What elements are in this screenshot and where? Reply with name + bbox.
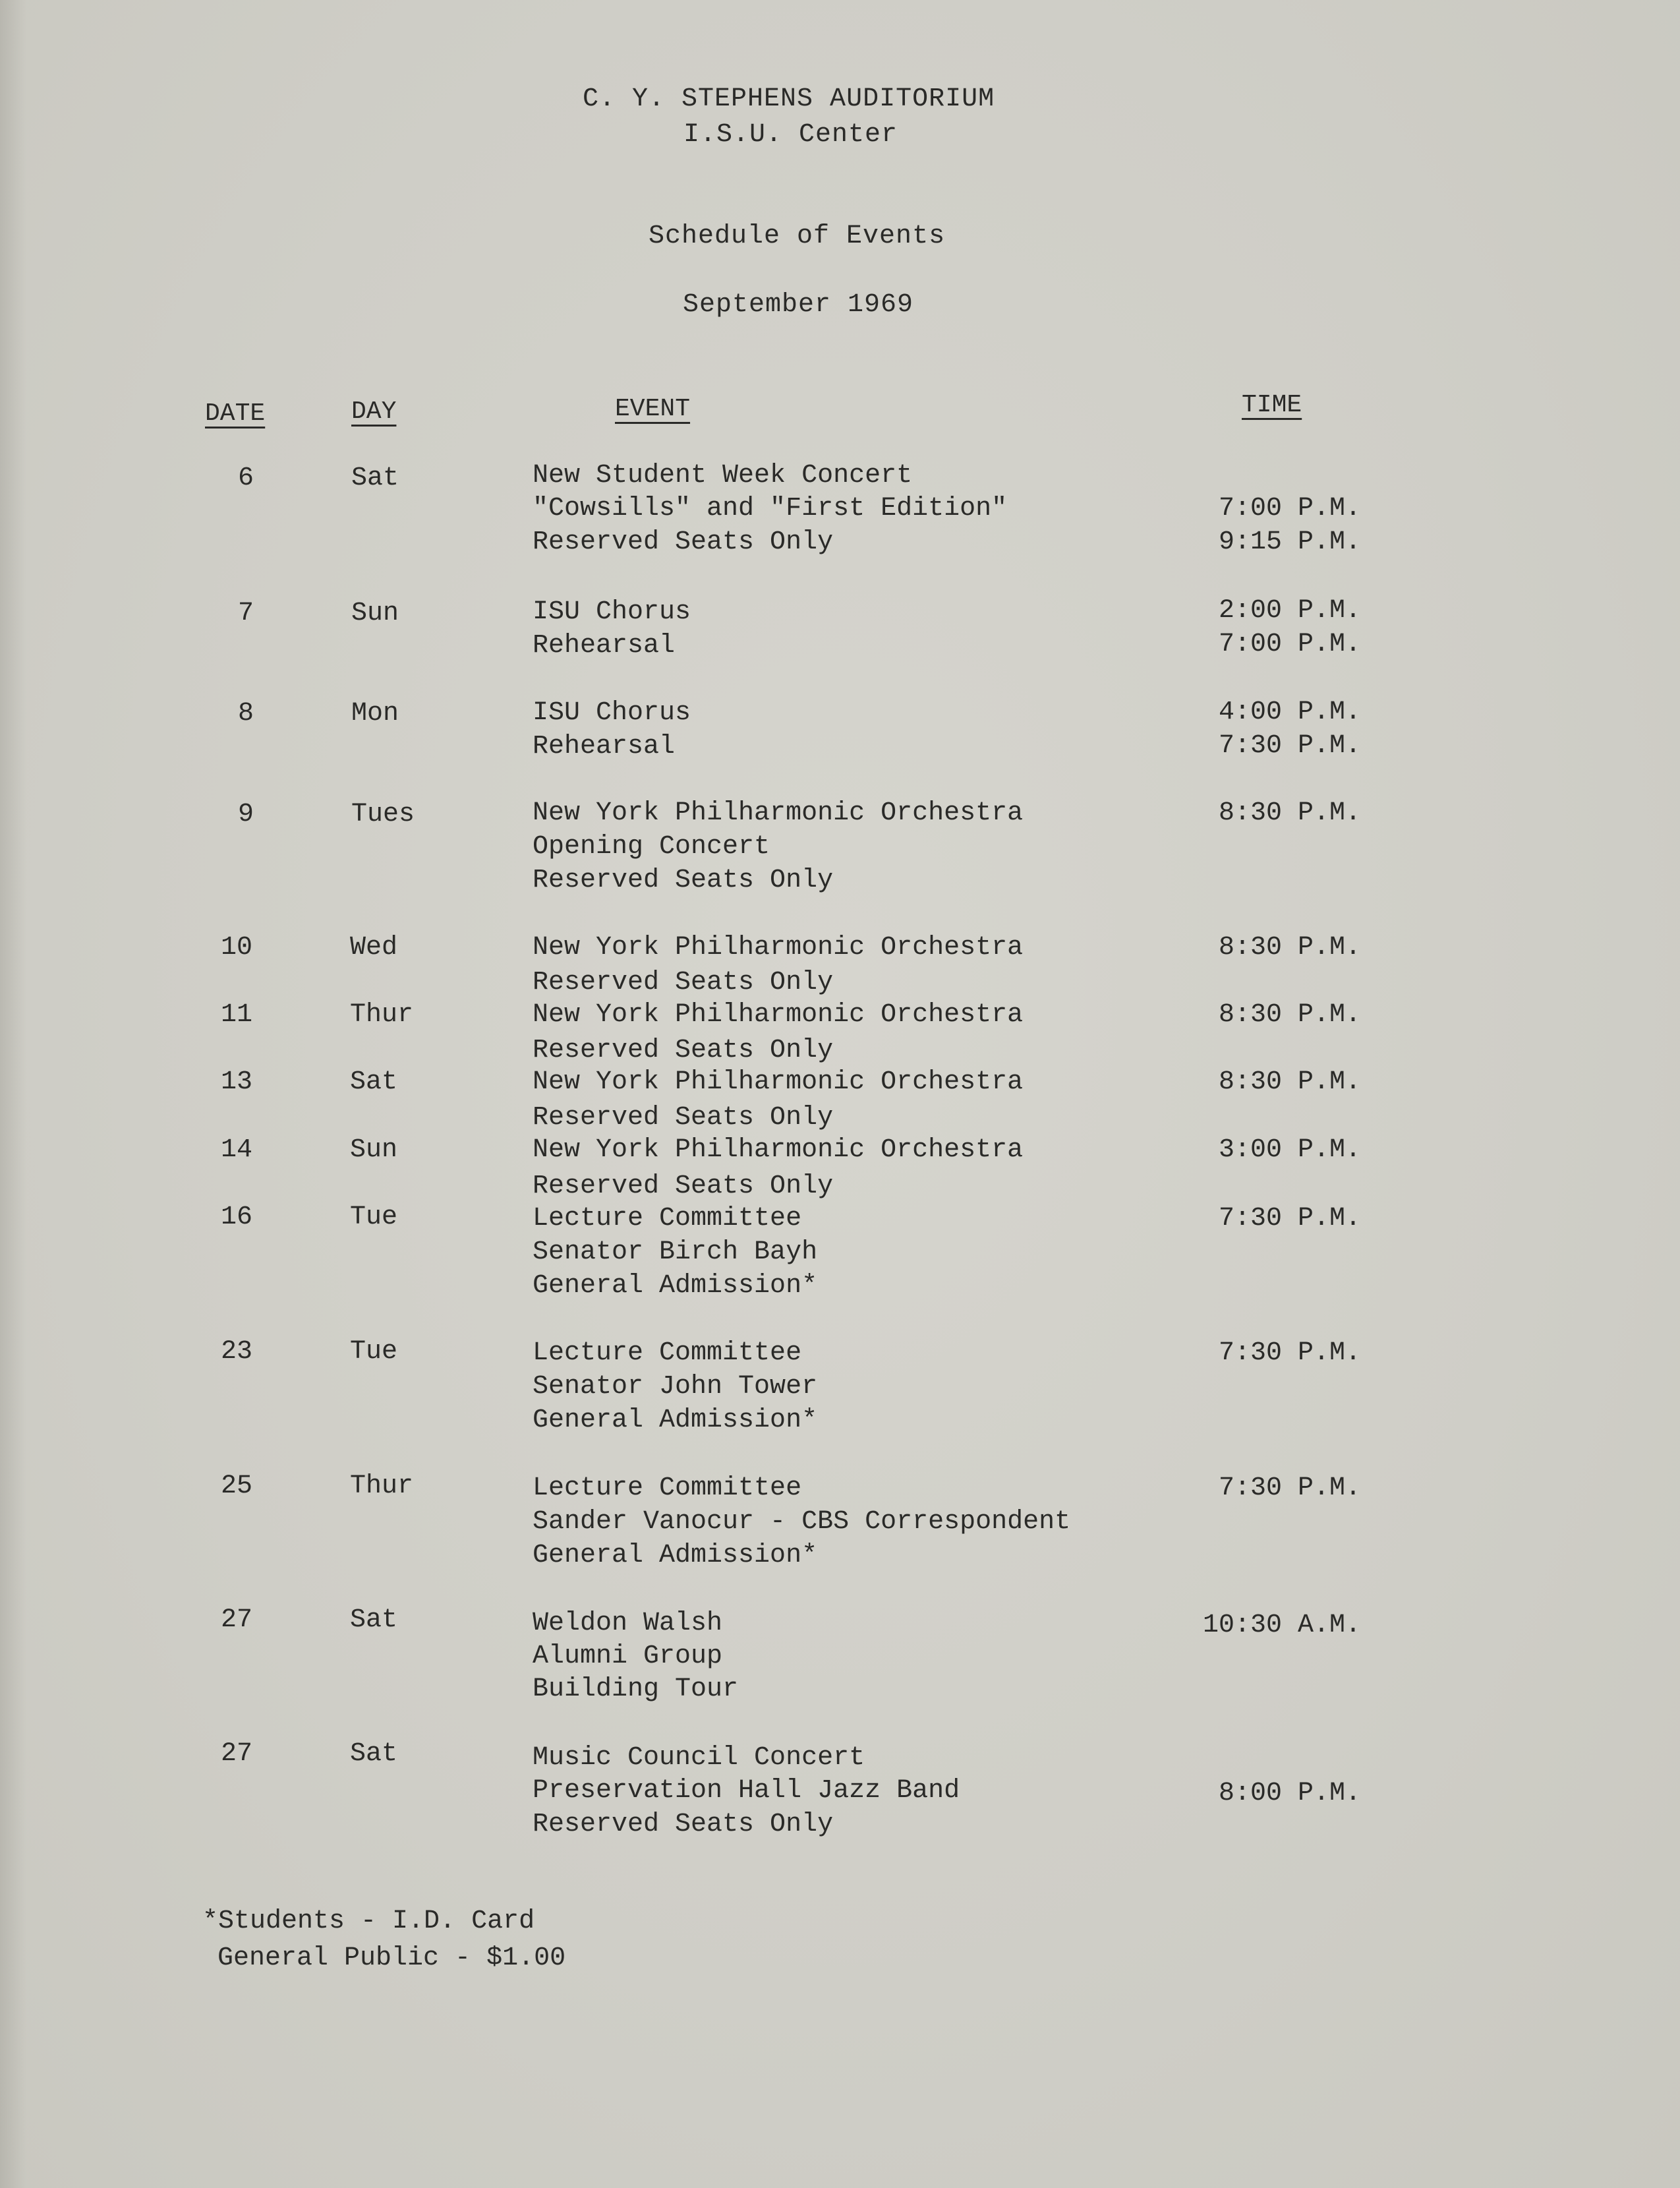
row-event-line: Reserved Seats Only	[533, 1103, 834, 1133]
row-time: 7:00 P.M.	[1218, 494, 1361, 523]
row-event-line: New York Philharmonic Orchestra	[533, 1067, 1024, 1097]
header-center-name: I.S.U. Center	[683, 120, 898, 150]
row-time: 7:30 P.M.	[1218, 1338, 1361, 1368]
row-day: Tue	[350, 1202, 398, 1232]
row-date: 27	[220, 1739, 252, 1769]
row-day: Thur	[350, 1000, 414, 1030]
row-event-line: ISU Chorus	[533, 698, 691, 728]
row-date: 10	[220, 933, 252, 962]
row-day: Thur	[350, 1471, 414, 1501]
row-time: 8:00 P.M.	[1218, 1779, 1361, 1808]
row-event-line: New Student Week Concert	[533, 461, 913, 490]
row-day: Sat	[350, 1067, 398, 1097]
row-event-line: General Admission*	[533, 1271, 818, 1301]
row-event-line: Music Council Concert	[533, 1743, 865, 1773]
row-event-line: Reserved Seats Only	[533, 1036, 834, 1065]
row-day: Tues	[351, 800, 415, 829]
row-event-line: Rehearsal	[533, 631, 676, 661]
row-day: Mon	[351, 699, 399, 728]
row-event-line: Building Tour	[533, 1674, 739, 1704]
row-event-line: New York Philharmonic Orchestra	[533, 933, 1024, 962]
column-header-event: EVENT	[615, 395, 691, 423]
row-date: 6	[237, 463, 254, 493]
row-event-line: Reserved Seats Only	[533, 527, 834, 557]
row-event-line: Weldon Walsh	[533, 1609, 723, 1638]
row-time: 7:30 P.M.	[1218, 1473, 1361, 1503]
row-time: 3:00 P.M.	[1218, 1135, 1361, 1165]
row-time: 2:00 P.M.	[1218, 596, 1361, 626]
row-time: 8:30 P.M.	[1218, 798, 1361, 828]
footnote-students: *Students - I.D. Card	[202, 1907, 535, 1936]
row-day: Sun	[351, 599, 399, 628]
row-event-line: Reserved Seats Only	[533, 968, 834, 997]
row-time: 8:30 P.M.	[1218, 1000, 1361, 1030]
column-header-time: TIME	[1242, 391, 1302, 419]
row-time: 10:30 A.M.	[1202, 1611, 1361, 1640]
row-date: 11	[220, 1000, 252, 1030]
row-day: Sat	[351, 463, 399, 493]
row-day: Sat	[350, 1605, 398, 1635]
row-time: 8:30 P.M.	[1218, 1067, 1361, 1097]
row-event-line: New York Philharmonic Orchestra	[533, 1135, 1024, 1165]
row-date: 25	[220, 1471, 252, 1501]
row-date: 23	[220, 1337, 252, 1367]
row-event-line: Senator John Tower	[533, 1372, 818, 1402]
row-event-line: Lecture Committee	[533, 1204, 802, 1233]
row-date: 27	[220, 1605, 252, 1635]
row-event-line: New York Philharmonic Orchestra	[533, 798, 1024, 828]
row-time: 4:00 P.M.	[1218, 697, 1361, 727]
row-time: 9:15 P.M.	[1218, 527, 1361, 557]
row-time: 7:00 P.M.	[1218, 630, 1361, 659]
row-event-line: Reserved Seats Only	[533, 1810, 834, 1839]
row-event-line: Preservation Hall Jazz Band	[533, 1776, 960, 1806]
row-time: 7:30 P.M.	[1218, 1204, 1361, 1233]
row-event-line: New York Philharmonic Orchestra	[533, 1000, 1024, 1030]
row-event-line: "Cowsills" and "First Edition"	[533, 494, 1008, 523]
row-date: 13	[220, 1067, 252, 1097]
row-date: 7	[237, 599, 254, 628]
row-event-line: ISU Chorus	[533, 597, 691, 627]
row-event-line: Lecture Committee	[533, 1338, 802, 1368]
column-header-day: DAY	[351, 398, 397, 426]
row-day: Sun	[350, 1135, 398, 1165]
row-day: Sat	[350, 1739, 398, 1769]
row-time: 8:30 P.M.	[1218, 933, 1361, 962]
row-event-line: Opening Concert	[533, 832, 770, 862]
footnote-general-public: General Public - $1.00	[217, 1943, 566, 1973]
row-event-line: General Admission*	[533, 1541, 818, 1570]
row-event-line: Reserved Seats Only	[533, 866, 834, 895]
column-header-date: DATE	[205, 399, 266, 428]
row-event-line: Rehearsal	[533, 732, 676, 761]
row-date: 9	[237, 800, 254, 829]
row-event-line: Alumni Group	[533, 1641, 723, 1671]
row-event-line: Lecture Committee	[533, 1473, 802, 1503]
row-event-line: Senator Birch Bayh	[533, 1237, 818, 1267]
row-time: 7:30 P.M.	[1218, 731, 1361, 761]
row-date: 14	[220, 1135, 252, 1165]
schedule-month: September 1969	[683, 290, 914, 320]
row-event-line: Reserved Seats Only	[533, 1171, 834, 1201]
row-day: Wed	[350, 933, 398, 962]
row-date: 16	[220, 1202, 252, 1232]
header-auditorium-name: C. Y. STEPHENS AUDITORIUM	[583, 84, 995, 114]
row-date: 8	[237, 699, 254, 728]
row-day: Tue	[350, 1337, 398, 1367]
page-title: Schedule of Events	[649, 222, 946, 251]
row-event-line: General Admission*	[533, 1405, 818, 1435]
row-event-line: Sander Vanocur - CBS Correspondent	[533, 1507, 1071, 1537]
